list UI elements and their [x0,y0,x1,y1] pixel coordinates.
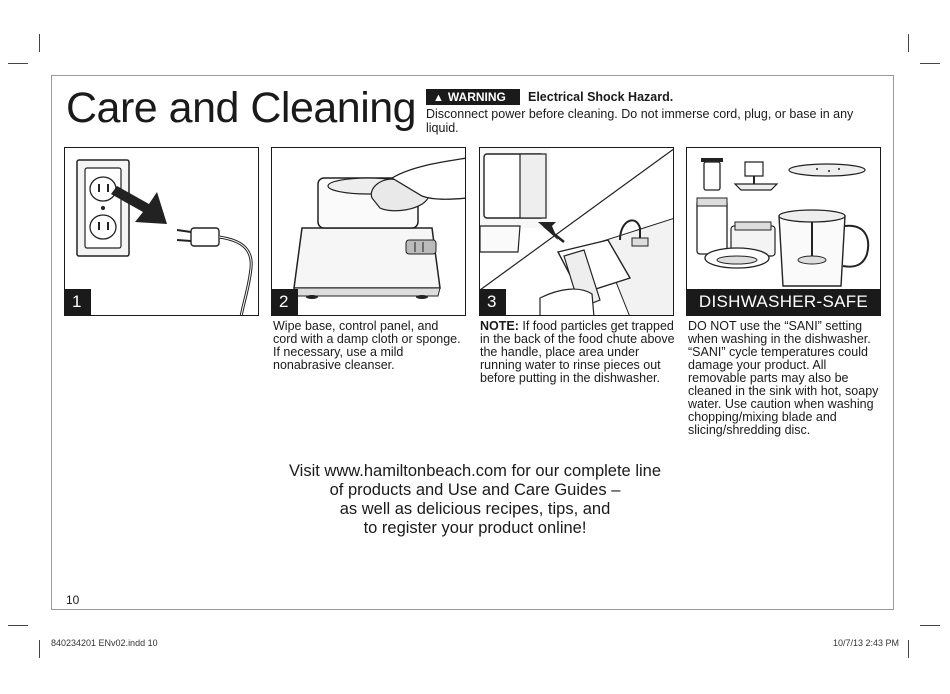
crop-mark [8,63,28,64]
crop-mark [920,625,940,626]
slug-filename: 840234201 ENv02.indd 10 [51,638,158,648]
crop-mark [39,34,40,52]
crop-mark [908,640,909,658]
crop-mark [908,34,909,52]
warning-body: Disconnect power before cleaning. Do not immerse cord, plug, or base in any liquid. [426,107,854,135]
warning-headline: Electrical Shock Hazard. [528,90,674,104]
step-2-caption: Wipe base, control panel, and cord with a damp cloth or sponge. If necessary, use a mild nonabrasive cleanser. [273,319,461,372]
page-number: 10 [66,593,80,607]
crop-mark [8,625,28,626]
slug-datetime: 10/7/13 2:43 PM [833,638,900,648]
visit-website-text [230,462,720,538]
crop-mark [39,640,40,658]
step-1-number: 1 [65,289,91,315]
crop-mark [920,63,940,64]
warning-badge-label: WARNING [447,90,506,104]
step-3-illustration [479,147,674,316]
dishwasher-caption: DO NOT use the “SANI” setting when washing in the dishwasher. “SANI” cycle temperatures could damage your product. All removable parts may also be cleaned in the sink with hot, soapy water. Use caution when washing chopping/mixing blade and slicing/shredding disc. [688,319,879,437]
warning-triangle-icon: ▲ [433,92,444,104]
step-3-caption-text: If food particles get trapped in the back of the food chute above the handle, place area under running water to rinse pieces out before putting in the dishwasher. [480,319,675,385]
step-1-illustration [64,147,259,316]
note-label: NOTE: [480,319,519,333]
wipe-base-illustration [272,148,466,316]
dishwasher-safe-label: DISHWASHER-SAFE [687,289,880,315]
dishwasher-safe-illustration [686,147,881,316]
step-2-illustration [271,147,466,316]
rinse-chute-illustration [480,148,674,316]
step-2-number: 2 [272,289,298,315]
page-title: Care and Cleaning [66,84,417,132]
visit-line: as well as delicious recipes, tips, and [339,500,611,518]
step-3-number: 3 [480,289,506,315]
step-3-caption [480,320,675,385]
visit-line: of products and Use and Care Guides – [329,481,621,499]
unplug-illustration [65,148,259,316]
warning-badge [426,89,520,105]
visit-line: to register your product online! [363,519,587,537]
visit-line: Visit www.hamiltonbeach.com for our complete line [288,462,662,480]
